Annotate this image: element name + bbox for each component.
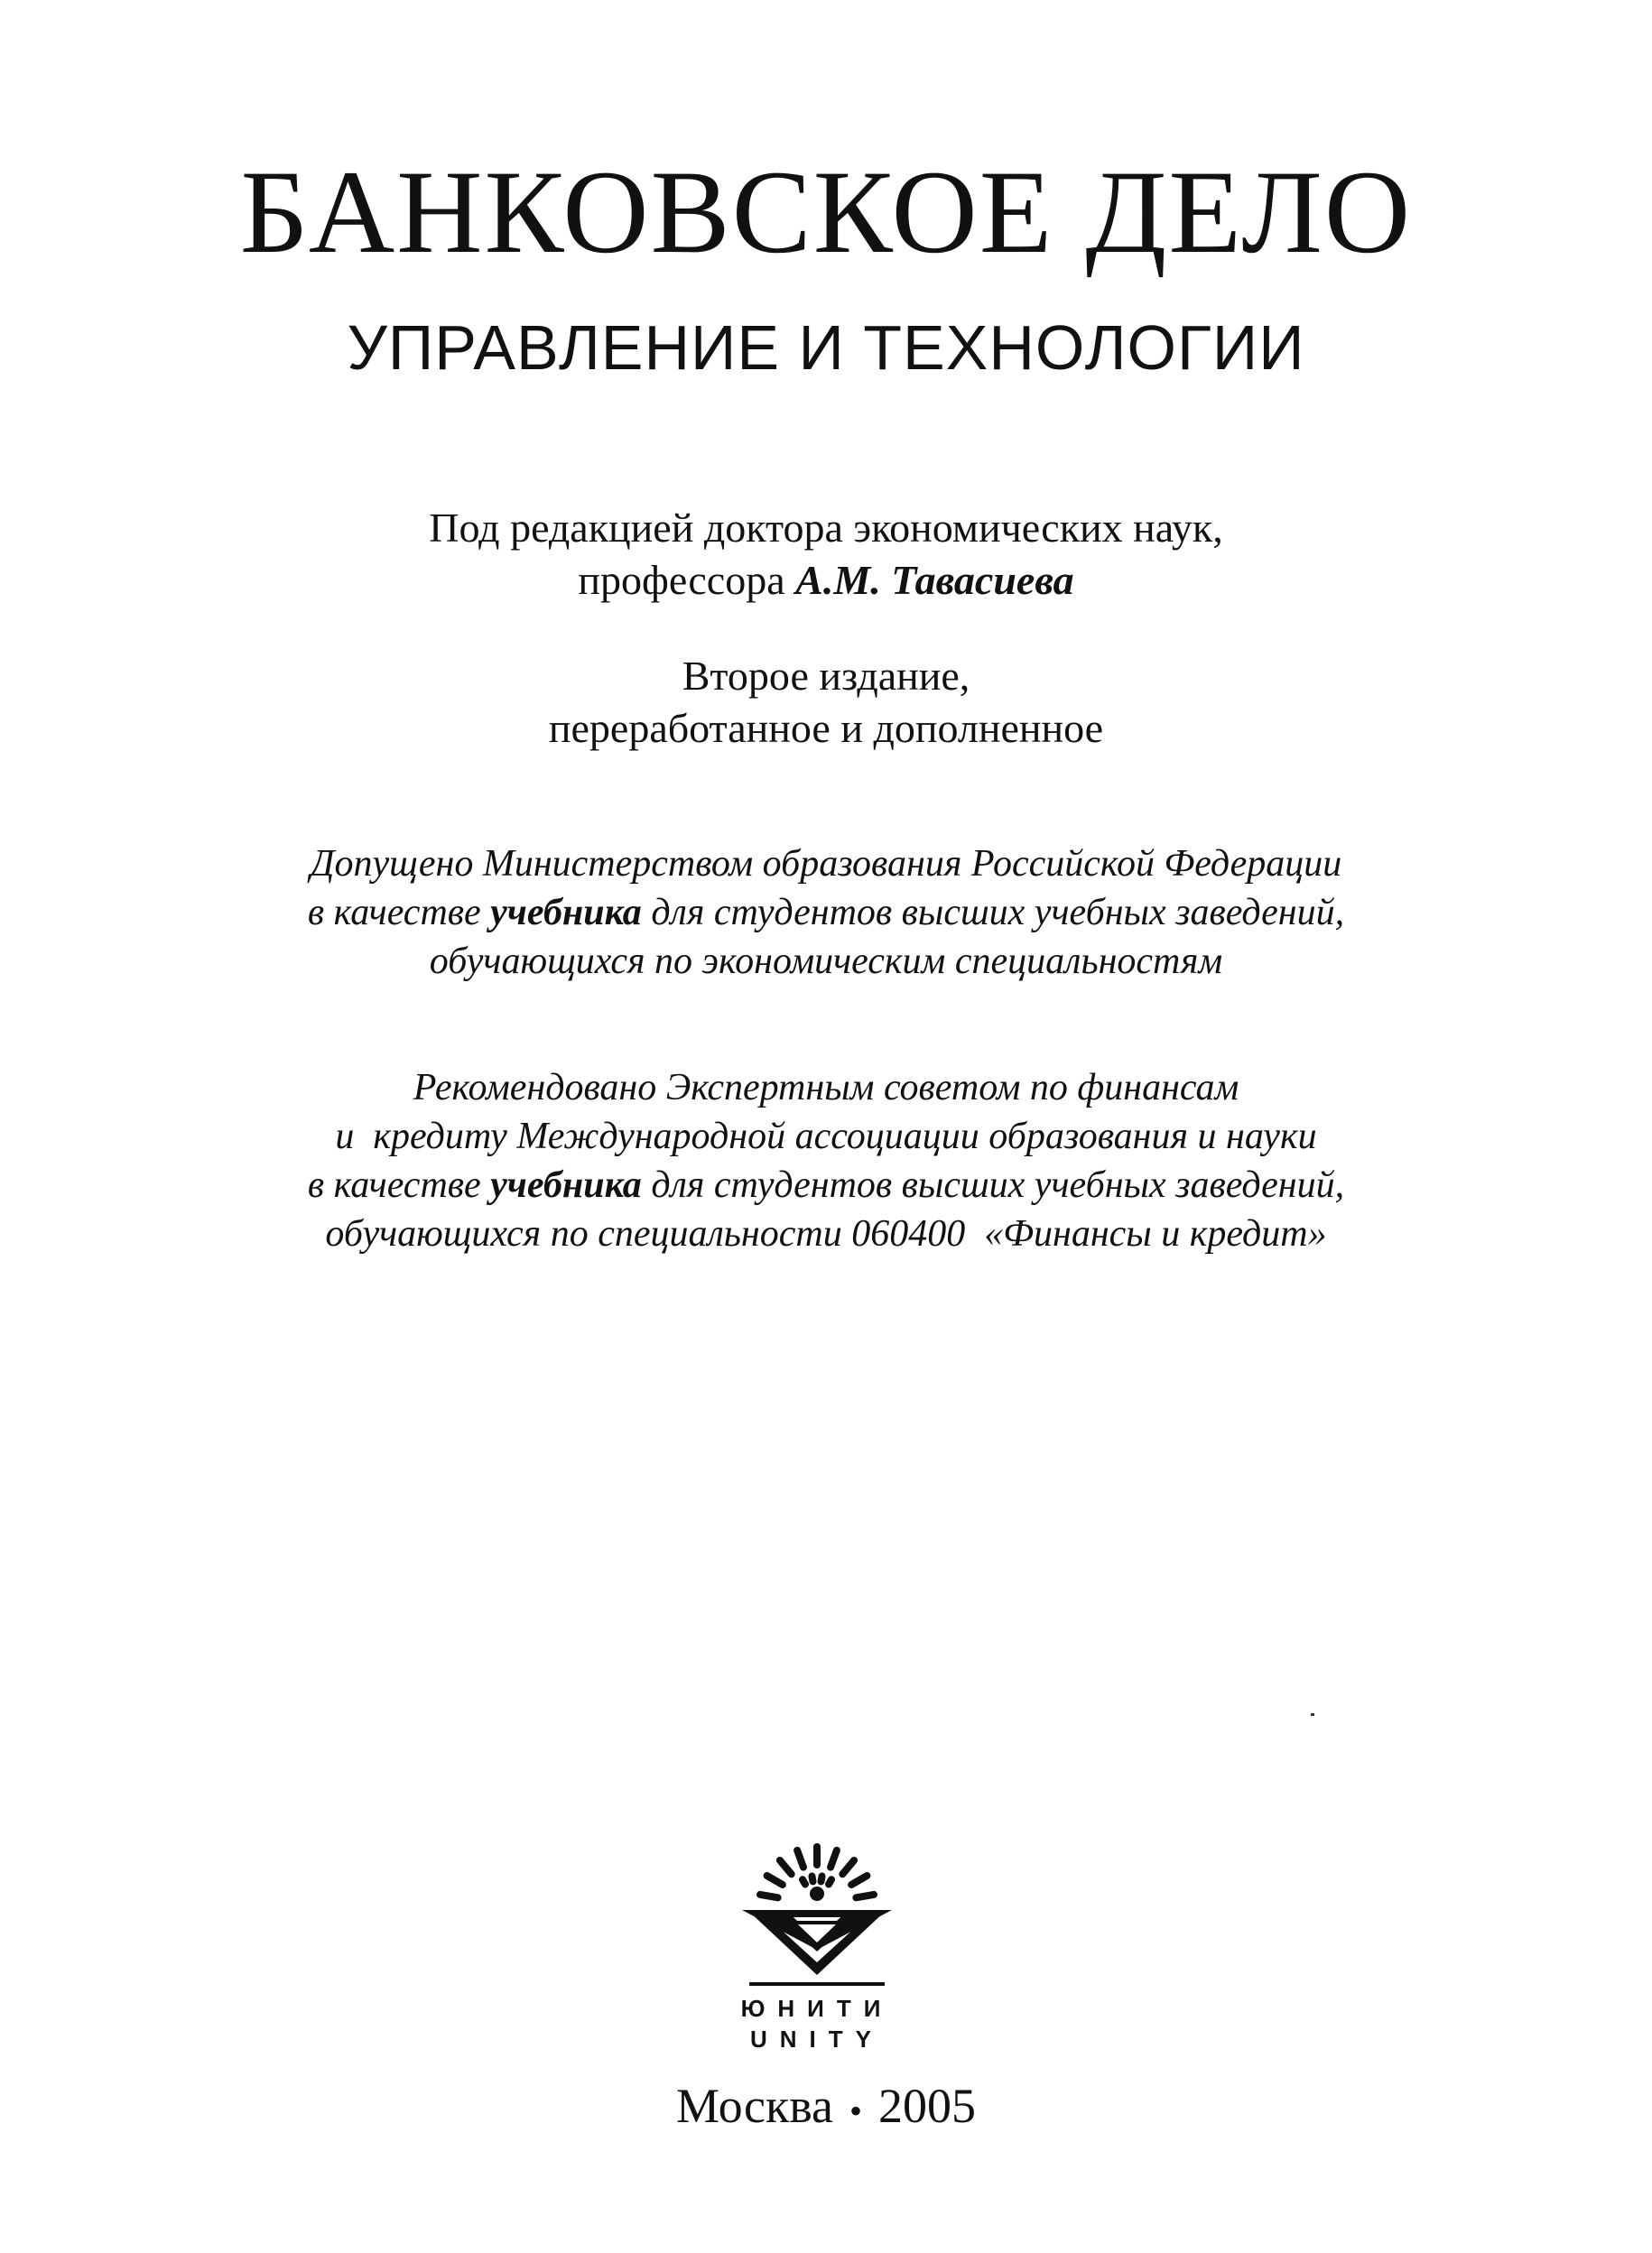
imprint	[0, 2074, 1652, 2143]
recommend-line-3-bold: учебника	[490, 1164, 642, 1206]
approval-line-2-bold: учебника	[490, 892, 642, 933]
editor-prefix: профессора	[578, 557, 796, 603]
approval-line-2-pre: в качестве	[307, 892, 491, 933]
scan-speck	[1311, 1713, 1314, 1716]
imprint-separator: •	[849, 2090, 862, 2131]
editor-line-1: Под редакцией доктора экономических наук,	[429, 505, 1223, 551]
council-recommendation	[0, 1063, 1652, 1258]
ministry-approval	[0, 839, 1652, 986]
editor-block	[0, 502, 1652, 607]
recommend-line-4: обучающихся по специальности 060400 «Финансы и кредит»	[325, 1213, 1327, 1255]
book-title: БАНКОВСКОЕ ДЕЛО	[239, 145, 1413, 278]
edition-line-1: Второе издание,	[682, 653, 970, 699]
publisher-name-ru: ЮНИТИ	[740, 1995, 894, 2022]
approval-line-2	[0, 888, 1652, 937]
approval-line-2-post: для студентов высших учебных заведений,	[641, 892, 1345, 933]
imprint-city: Москва	[676, 2079, 833, 2133]
editor-line-2	[0, 554, 1652, 607]
imprint-year: 2005	[878, 2079, 976, 2133]
recommend-line-1: Рекомендовано Экспертным советом по финансам	[413, 1067, 1239, 1108]
publisher-name-en: UNITY	[750, 2026, 884, 2053]
editor-name: А.М. Тавасиева	[795, 557, 1074, 603]
publisher-logo	[731, 1823, 903, 2053]
edition-line-2: переработанное и дополненное	[548, 705, 1104, 751]
recommend-line-3-post: для студентов высших учебных заведений,	[641, 1164, 1345, 1206]
approval-line-3: обучающихся по экономическим специальностям	[429, 941, 1223, 982]
unity-publisher-logo-icon	[731, 1823, 903, 1990]
edition-block	[0, 650, 1652, 755]
approval-line-1: Допущено Министерством образования Российской Федерации	[310, 843, 1342, 885]
book-subtitle: УПРАВЛЕНИЕ И ТЕХНОЛОГИИ	[347, 312, 1305, 383]
recommend-line-3	[0, 1161, 1652, 1210]
recommend-line-3-pre: в качестве	[307, 1164, 491, 1206]
recommend-line-2: и кредиту Международной ассоциации образования и науки	[335, 1116, 1317, 1157]
